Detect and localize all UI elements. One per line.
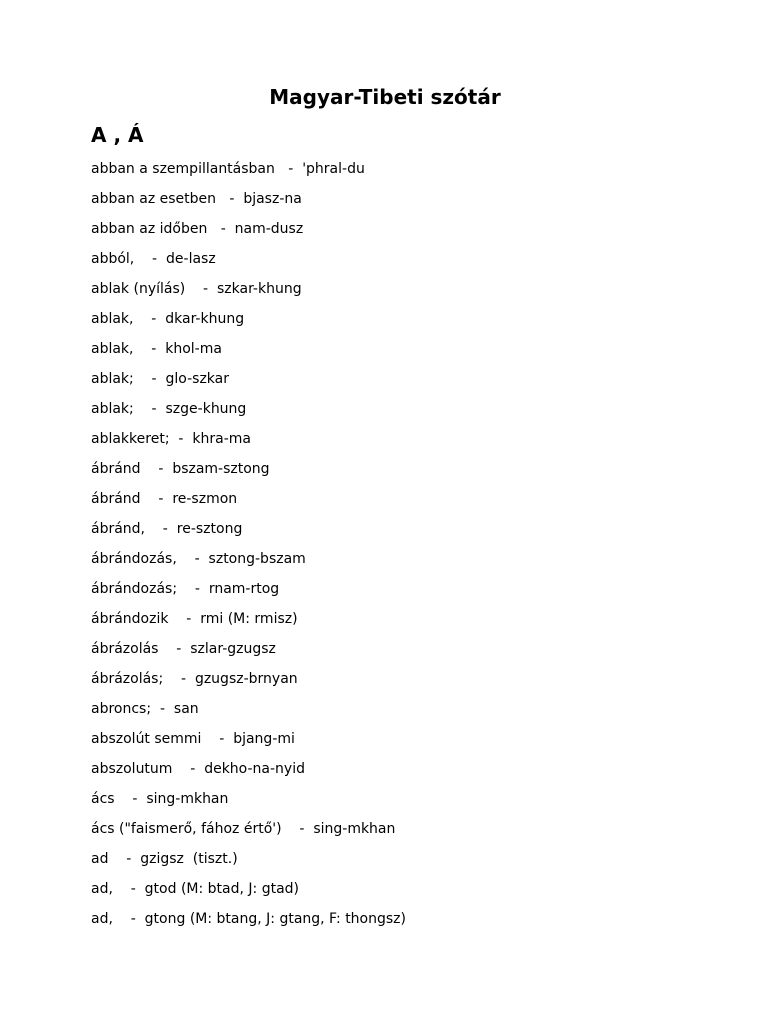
dictionary-entry: ablak; - szge-khung [91, 401, 247, 417]
dictionary-entry: ábrázolás - szlar-gzugsz [91, 641, 276, 657]
dictionary-entry: ábránd - bszam-sztong [91, 461, 270, 477]
dictionary-entry: ablak (nyílás) - szkar-khung [91, 281, 302, 297]
dictionary-entry: abroncs; - san [91, 701, 199, 717]
dictionary-entry: ábrándozás; - rnam-rtog [91, 581, 280, 597]
dictionary-entry: ábránd - re-szmon [91, 491, 238, 507]
dictionary-entry: ad, - gtong (M: btang, J: gtang, F: thongsz) [91, 911, 406, 927]
dictionary-entry: ács ("faismerő, fához értő') - sing-mkhan [91, 821, 396, 837]
dictionary-entry: ács - sing-mkhan [91, 791, 229, 807]
dictionary-entry: ábrázolás; - gzugsz-brnyan [91, 671, 298, 687]
dictionary-entry: ad, - gtod (M: btad, J: gtad) [91, 881, 299, 897]
dictionary-entry: ad - gzigsz (tiszt.) [91, 851, 238, 867]
dictionary-entry: abban a szempillantásban - 'phral-du [91, 161, 365, 177]
dictionary-entry: ábrándozik - rmi (M: rmisz) [91, 611, 298, 627]
section-heading: A , Á [91, 123, 144, 147]
dictionary-entry: ablak, - dkar-khung [91, 311, 245, 327]
dictionary-entry: abszolutum - dekho-na-nyid [91, 761, 305, 777]
dictionary-entry: abszolút semmi - bjang-mi [91, 731, 295, 747]
dictionary-entry: ablak, - khol-ma [91, 341, 222, 357]
dictionary-entry: ablakkeret; - khra-ma [91, 431, 251, 447]
dictionary-entry: ábránd, - re-sztong [91, 521, 243, 537]
page-title: Magyar-Tibeti szótár [269, 85, 501, 109]
dictionary-entry: abból, - de-lasz [91, 251, 216, 267]
dictionary-entry-list [91, 159, 406, 939]
dictionary-entry: abban az időben - nam-dusz [91, 221, 304, 237]
dictionary-entry: abban az esetben - bjasz-na [91, 191, 302, 207]
dictionary-entry: ábrándozás, - sztong-bszam [91, 551, 306, 567]
dictionary-entry: ablak; - glo-szkar [91, 371, 230, 387]
